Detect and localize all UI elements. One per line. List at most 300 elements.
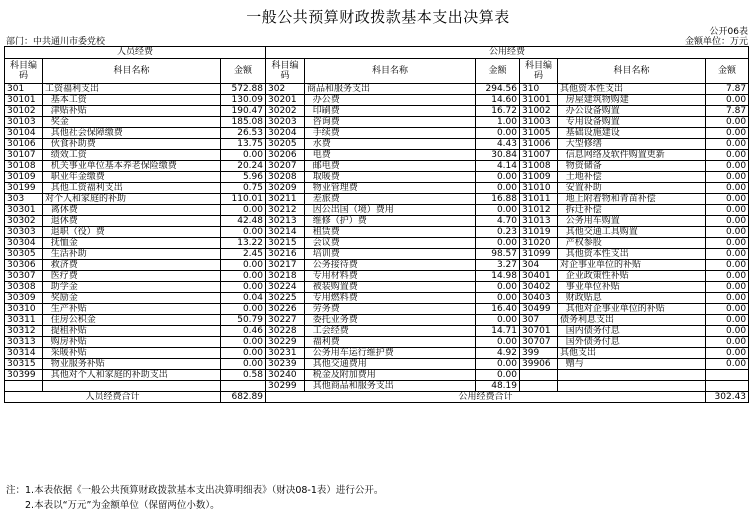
personnel-amount-cell: 0.00	[221, 304, 266, 315]
public-name-cell: 租赁费	[305, 227, 476, 238]
table-row	[5, 106, 749, 117]
public-total-label: 公用经费合计	[266, 392, 706, 403]
personnel-code-cell: 30103	[5, 117, 43, 128]
public-amount-cell: 0.00	[476, 205, 520, 216]
public-name-cell: 其他商品和服务支出	[305, 381, 476, 392]
personnel-amount-cell: 0.00	[221, 282, 266, 293]
capital-name-cell: 财政贴息	[558, 293, 706, 304]
capital-name-cell: 物资储备	[558, 161, 706, 172]
capital-amount-cell: 0.00	[706, 117, 749, 128]
personnel-total-value: 682.89	[221, 392, 266, 403]
personnel-amount-cell: 0.46	[221, 326, 266, 337]
personnel-section-header: 人员经费	[5, 47, 266, 59]
personnel-amount-cell: 185.08	[221, 117, 266, 128]
capital-amount-cell: 0.00	[706, 315, 749, 326]
personnel-code-cell	[5, 381, 43, 392]
personnel-code-cell: 30106	[5, 139, 43, 150]
name-header: 科目名称	[43, 59, 221, 84]
public-amount-cell: 4.70	[476, 216, 520, 227]
public-amount-cell: 0.00	[476, 183, 520, 194]
table-row	[5, 117, 749, 128]
table-row	[5, 238, 749, 249]
personnel-code-cell: 30302	[5, 216, 43, 227]
capital-code-cell: 31010	[520, 183, 558, 194]
personnel-name-cell: 抚恤金	[43, 238, 221, 249]
capital-name-cell: 土地补偿	[558, 172, 706, 183]
name-header: 科目名称	[558, 59, 706, 84]
personnel-amount-cell: 13.75	[221, 139, 266, 150]
public-code-cell: 30218	[266, 271, 305, 282]
public-amount-cell: 16.40	[476, 304, 520, 315]
public-amount-cell: 3.27	[476, 260, 520, 271]
public-amount-cell: 0.00	[476, 370, 520, 381]
personnel-name-cell: 生活补助	[43, 249, 221, 260]
public-amount-cell: 1.00	[476, 117, 520, 128]
personnel-name-cell	[43, 381, 221, 392]
capital-code-cell: 31008	[520, 161, 558, 172]
personnel-code-cell: 30304	[5, 238, 43, 249]
capital-code-cell: 30402	[520, 282, 558, 293]
public-name-cell: 被装购置费	[305, 282, 476, 293]
public-name-cell: 水费	[305, 139, 476, 150]
capital-code-cell: 31099	[520, 249, 558, 260]
capital-name-cell: 事业单位补贴	[558, 282, 706, 293]
personnel-name-cell: 基本工资	[43, 95, 221, 106]
capital-name-cell	[558, 381, 706, 392]
capital-name-cell: 地上附着物和青苗补偿	[558, 194, 706, 205]
capital-code-cell	[520, 381, 558, 392]
footnote-2: 2.本表以“万元”为金额单位（保留两位小数）。	[6, 500, 220, 511]
capital-name-cell: 其他交通工具购置	[558, 227, 706, 238]
capital-amount-cell: 0.00	[706, 271, 749, 282]
public-amount-cell: 4.92	[476, 348, 520, 359]
personnel-name-cell: 退职（役）费	[43, 227, 221, 238]
personnel-code-cell: 30305	[5, 249, 43, 260]
personnel-amount-cell: 0.00	[221, 348, 266, 359]
amount-header: 金额	[221, 59, 266, 84]
public-name-cell: 维修（护）费	[305, 216, 476, 227]
public-code-cell: 30211	[266, 194, 305, 205]
table-row	[5, 271, 749, 282]
capital-name-cell: 办公设备购置	[558, 106, 706, 117]
capital-name-cell: 信息网络及软件购置更新	[558, 150, 706, 161]
personnel-amount-cell: 0.00	[221, 227, 266, 238]
capital-amount-cell: 0.00	[706, 304, 749, 315]
table-row	[5, 304, 749, 315]
capital-code-cell: 31013	[520, 216, 558, 227]
public-amount-cell: 4.14	[476, 161, 520, 172]
capital-name-cell: 国外债务付息	[558, 337, 706, 348]
public-name-cell: 商品和服务支出	[305, 84, 476, 95]
capital-amount-cell: 0.00	[706, 172, 749, 183]
public-name-cell: 邮电费	[305, 161, 476, 172]
personnel-code-cell: 30314	[5, 348, 43, 359]
personnel-amount-cell	[221, 381, 266, 392]
table-row	[5, 370, 749, 381]
public-code-cell: 30202	[266, 106, 305, 117]
personnel-amount-cell: 2.45	[221, 249, 266, 260]
capital-name-cell: 债务利息支出	[558, 315, 706, 326]
personnel-amount-cell: 20.24	[221, 161, 266, 172]
personnel-amount-cell: 572.88	[221, 84, 266, 95]
personnel-name-cell: 其他工资福利支出	[43, 183, 221, 194]
public-amount-cell: 48.19	[476, 381, 520, 392]
capital-name-cell: 房屋建筑物购建	[558, 95, 706, 106]
public-amount-cell: 0.00	[476, 238, 520, 249]
public-section-header: 公用经费	[266, 47, 749, 59]
table-row	[5, 249, 749, 260]
personnel-name-cell: 职业年金缴费	[43, 172, 221, 183]
capital-code-cell: 31009	[520, 172, 558, 183]
capital-amount-cell: 0.00	[706, 194, 749, 205]
capital-name-cell: 其他对企事业单位的补贴	[558, 304, 706, 315]
public-amount-cell: 0.00	[476, 293, 520, 304]
capital-amount-cell: 0.00	[706, 359, 749, 370]
public-name-cell: 取暖费	[305, 172, 476, 183]
personnel-code-cell: 30309	[5, 293, 43, 304]
public-name-cell: 会议费	[305, 238, 476, 249]
capital-amount-cell: 0.00	[706, 216, 749, 227]
capital-code-cell: 31019	[520, 227, 558, 238]
public-name-cell: 咨询费	[305, 117, 476, 128]
personnel-name-cell: 伙食补助费	[43, 139, 221, 150]
personnel-amount-cell: 0.00	[221, 271, 266, 282]
personnel-name-cell: 对个人和家庭的补助	[43, 194, 221, 205]
personnel-name-cell: 绩效工资	[43, 150, 221, 161]
public-code-cell: 30207	[266, 161, 305, 172]
table-row	[5, 337, 749, 348]
capital-amount-cell	[706, 381, 749, 392]
public-code-cell: 30208	[266, 172, 305, 183]
capital-code-cell: 310	[520, 84, 558, 95]
public-amount-cell: 0.00	[476, 282, 520, 293]
personnel-name-cell: 奖励金	[43, 293, 221, 304]
capital-amount-cell: 0.00	[706, 128, 749, 139]
public-code-cell: 30216	[266, 249, 305, 260]
capital-code-cell: 304	[520, 260, 558, 271]
personnel-amount-cell: 50.79	[221, 315, 266, 326]
personnel-name-cell: 助学金	[43, 282, 221, 293]
public-name-cell: 办公费	[305, 95, 476, 106]
capital-name-cell: 其他资本性支出	[558, 84, 706, 95]
capital-code-cell: 39906	[520, 359, 558, 370]
table-row	[5, 139, 749, 150]
personnel-name-cell: 退休费	[43, 216, 221, 227]
personnel-amount-cell: 13.22	[221, 238, 266, 249]
personnel-name-cell: 提租补贴	[43, 326, 221, 337]
personnel-name-cell: 住房公积金	[43, 315, 221, 326]
personnel-code-cell: 30315	[5, 359, 43, 370]
capital-code-cell: 31020	[520, 238, 558, 249]
public-name-cell: 福利费	[305, 337, 476, 348]
capital-name-cell: 其他支出	[558, 348, 706, 359]
public-code-cell: 30201	[266, 95, 305, 106]
public-code-cell: 30209	[266, 183, 305, 194]
capital-name-cell: 专用设备购置	[558, 117, 706, 128]
capital-amount-cell: 0.00	[706, 161, 749, 172]
personnel-total-label: 人员经费合计	[5, 392, 221, 403]
personnel-name-cell: 津贴补贴	[43, 106, 221, 117]
capital-name-cell: 拆迁补偿	[558, 205, 706, 216]
capital-name-cell: 公务用车购置	[558, 216, 706, 227]
unit-label: 金额单位：万元	[684, 37, 748, 47]
capital-name-cell: 企业政策性补贴	[558, 271, 706, 282]
personnel-name-cell: 其他对个人和家庭的补助支出	[43, 370, 221, 381]
code-header: 科目编码	[5, 59, 43, 84]
capital-amount-cell: 0.00	[706, 348, 749, 359]
public-code-cell: 30215	[266, 238, 305, 249]
personnel-name-cell: 医疗费	[43, 271, 221, 282]
public-name-cell: 专用材料费	[305, 271, 476, 282]
personnel-name-cell: 其他社会保障缴费	[43, 128, 221, 139]
capital-amount-cell: 0.00	[706, 238, 749, 249]
capital-code-cell: 31005	[520, 128, 558, 139]
personnel-name-cell: 采暖补贴	[43, 348, 221, 359]
public-code-cell: 30299	[266, 381, 305, 392]
table-row	[5, 227, 749, 238]
capital-name-cell: 产权参股	[558, 238, 706, 249]
personnel-code-cell: 301	[5, 84, 43, 95]
table-row	[5, 359, 749, 370]
personnel-code-cell: 30108	[5, 161, 43, 172]
personnel-code-cell: 30101	[5, 95, 43, 106]
public-name-cell: 劳务费	[305, 304, 476, 315]
public-name-cell: 差旅费	[305, 194, 476, 205]
table-row	[5, 194, 749, 205]
public-total-value: 302.43	[706, 392, 749, 403]
personnel-amount-cell: 0.00	[221, 150, 266, 161]
public-amount-cell: 16.88	[476, 194, 520, 205]
personnel-amount-cell: 42.48	[221, 216, 266, 227]
personnel-code-cell: 30199	[5, 183, 43, 194]
name-header: 科目名称	[305, 59, 476, 84]
footnote-1: 注：1.本表依据《一般公共预算财政拨款基本支出决算明细表》（财决08-1表）进行公开。	[6, 485, 384, 496]
capital-code-cell: 31006	[520, 139, 558, 150]
table-row	[5, 161, 749, 172]
personnel-amount-cell: 190.47	[221, 106, 266, 117]
public-code-cell: 30214	[266, 227, 305, 238]
personnel-amount-cell: 26.53	[221, 128, 266, 139]
personnel-code-cell: 303	[5, 194, 43, 205]
public-code-cell: 30205	[266, 139, 305, 150]
capital-name-cell: 国内债务付息	[558, 326, 706, 337]
public-code-cell: 30229	[266, 337, 305, 348]
personnel-name-cell: 机关事业单位基本养老保险缴费	[43, 161, 221, 172]
public-name-cell: 物业管理费	[305, 183, 476, 194]
table-row	[5, 315, 749, 326]
table-row	[5, 95, 749, 106]
personnel-name-cell: 奖金	[43, 117, 221, 128]
personnel-name-cell: 生产补贴	[43, 304, 221, 315]
amount-header: 金额	[706, 59, 749, 84]
public-amount-cell: 98.57	[476, 249, 520, 260]
public-code-cell: 30206	[266, 150, 305, 161]
public-name-cell: 委托业务费	[305, 315, 476, 326]
public-code-cell: 30226	[266, 304, 305, 315]
personnel-code-cell: 30107	[5, 150, 43, 161]
personnel-name-cell: 购房补贴	[43, 337, 221, 348]
capital-amount-cell: 0.00	[706, 150, 749, 161]
public-name-cell: 工会经费	[305, 326, 476, 337]
capital-amount-cell: 0.00	[706, 95, 749, 106]
public-name-cell: 专用燃料费	[305, 293, 476, 304]
capital-amount-cell: 7.87	[706, 106, 749, 117]
public-amount-cell: 14.60	[476, 95, 520, 106]
capital-name-cell	[558, 370, 706, 381]
public-code-cell: 30224	[266, 282, 305, 293]
capital-code-cell: 30403	[520, 293, 558, 304]
personnel-name-cell: 离休费	[43, 205, 221, 216]
personnel-amount-cell: 0.00	[221, 337, 266, 348]
public-name-cell: 培训费	[305, 249, 476, 260]
personnel-name-cell: 工资福利支出	[43, 84, 221, 95]
capital-code-cell: 399	[520, 348, 558, 359]
personnel-amount-cell: 0.58	[221, 370, 266, 381]
public-name-cell: 公务用车运行维护费	[305, 348, 476, 359]
capital-code-cell: 31007	[520, 150, 558, 161]
personnel-code-cell: 30312	[5, 326, 43, 337]
capital-code-cell: 30701	[520, 326, 558, 337]
public-code-cell: 30203	[266, 117, 305, 128]
capital-code-cell: 31003	[520, 117, 558, 128]
personnel-amount-cell: 0.00	[221, 359, 266, 370]
page-title: 一般公共预算财政拨款基本支出决算表	[246, 8, 510, 26]
public-amount-cell: 14.71	[476, 326, 520, 337]
capital-name-cell: 安置补助	[558, 183, 706, 194]
code-header: 科目编码	[520, 59, 558, 84]
table-row	[5, 205, 749, 216]
public-amount-cell: 0.00	[476, 128, 520, 139]
public-amount-cell: 294.56	[476, 84, 520, 95]
capital-code-cell: 31002	[520, 106, 558, 117]
capital-name-cell: 赠与	[558, 359, 706, 370]
public-name-cell: 公务接待费	[305, 260, 476, 271]
public-code-cell: 30217	[266, 260, 305, 271]
public-amount-cell: 0.00	[476, 359, 520, 370]
capital-code-cell: 30499	[520, 304, 558, 315]
capital-code-cell: 31011	[520, 194, 558, 205]
public-name-cell: 税金及附加费用	[305, 370, 476, 381]
capital-amount-cell: 0.00	[706, 293, 749, 304]
department-label: 部门：中共通川市委党校	[6, 37, 106, 47]
public-amount-cell: 0.00	[476, 315, 520, 326]
public-code-cell: 30239	[266, 359, 305, 370]
expenditure-table	[4, 46, 749, 403]
table-row	[5, 183, 749, 194]
personnel-code-cell: 30301	[5, 205, 43, 216]
capital-amount-cell: 0.00	[706, 326, 749, 337]
personnel-amount-cell: 0.04	[221, 293, 266, 304]
table-row	[5, 150, 749, 161]
personnel-amount-cell: 110.01	[221, 194, 266, 205]
table-row	[5, 84, 749, 95]
capital-code-cell: 30707	[520, 337, 558, 348]
capital-name-cell: 基础设施建设	[558, 128, 706, 139]
public-code-cell: 30212	[266, 205, 305, 216]
table-row	[5, 260, 749, 271]
personnel-code-cell: 30313	[5, 337, 43, 348]
table-row	[5, 128, 749, 139]
table-row	[5, 381, 749, 392]
personnel-amount-cell: 130.09	[221, 95, 266, 106]
capital-amount-cell: 0.00	[706, 139, 749, 150]
code-header: 科目编码	[266, 59, 305, 84]
table-row	[5, 326, 749, 337]
public-code-cell: 30227	[266, 315, 305, 326]
capital-code-cell: 31012	[520, 205, 558, 216]
capital-amount-cell: 0.00	[706, 183, 749, 194]
footnotes	[6, 483, 383, 513]
personnel-code-cell: 30399	[5, 370, 43, 381]
capital-name-cell: 对企事业单位的补贴	[558, 260, 706, 271]
public-amount-cell: 4.43	[476, 139, 520, 150]
table-row	[5, 172, 749, 183]
public-code-cell: 30213	[266, 216, 305, 227]
table-body	[5, 84, 749, 392]
public-amount-cell: 0.00	[476, 337, 520, 348]
public-code-cell: 30240	[266, 370, 305, 381]
amount-header: 金额	[476, 59, 520, 84]
public-amount-cell: 0.23	[476, 227, 520, 238]
capital-amount-cell: 0.00	[706, 282, 749, 293]
public-code-cell: 30225	[266, 293, 305, 304]
capital-amount-cell: 0.00	[706, 227, 749, 238]
personnel-code-cell: 30311	[5, 315, 43, 326]
public-name-cell: 因公出国（境）费用	[305, 205, 476, 216]
personnel-code-cell: 30307	[5, 271, 43, 282]
public-amount-cell: 30.84	[476, 150, 520, 161]
public-amount-cell: 0.00	[476, 172, 520, 183]
personnel-code-cell: 30104	[5, 128, 43, 139]
table-row	[5, 216, 749, 227]
public-code-cell: 30228	[266, 326, 305, 337]
table-number: 公开06表	[709, 27, 748, 37]
public-name-cell: 手续费	[305, 128, 476, 139]
personnel-amount-cell: 0.00	[221, 205, 266, 216]
capital-amount-cell: 0.00	[706, 249, 749, 260]
table-row	[5, 348, 749, 359]
public-name-cell: 其他交通费用	[305, 359, 476, 370]
personnel-amount-cell: 0.00	[221, 260, 266, 271]
personnel-code-cell: 30102	[5, 106, 43, 117]
capital-amount-cell	[706, 370, 749, 381]
table-row	[5, 282, 749, 293]
capital-name-cell: 大型修缮	[558, 139, 706, 150]
capital-code-cell: 31001	[520, 95, 558, 106]
personnel-amount-cell: 0.75	[221, 183, 266, 194]
personnel-code-cell: 30303	[5, 227, 43, 238]
totals-row	[5, 392, 749, 403]
capital-code-cell	[520, 370, 558, 381]
public-amount-cell: 16.72	[476, 106, 520, 117]
capital-code-cell: 307	[520, 315, 558, 326]
personnel-name-cell: 物业服务补贴	[43, 359, 221, 370]
personnel-amount-cell: 5.96	[221, 172, 266, 183]
personnel-name-cell: 救济费	[43, 260, 221, 271]
public-amount-cell: 14.98	[476, 271, 520, 282]
public-code-cell: 30204	[266, 128, 305, 139]
table-row	[5, 293, 749, 304]
capital-code-cell: 30401	[520, 271, 558, 282]
personnel-code-cell: 30306	[5, 260, 43, 271]
public-code-cell: 30231	[266, 348, 305, 359]
capital-name-cell: 其他资本性支出	[558, 249, 706, 260]
personnel-code-cell: 30308	[5, 282, 43, 293]
personnel-code-cell: 30310	[5, 304, 43, 315]
capital-amount-cell: 0.00	[706, 260, 749, 271]
capital-amount-cell: 0.00	[706, 205, 749, 216]
public-name-cell: 电费	[305, 150, 476, 161]
